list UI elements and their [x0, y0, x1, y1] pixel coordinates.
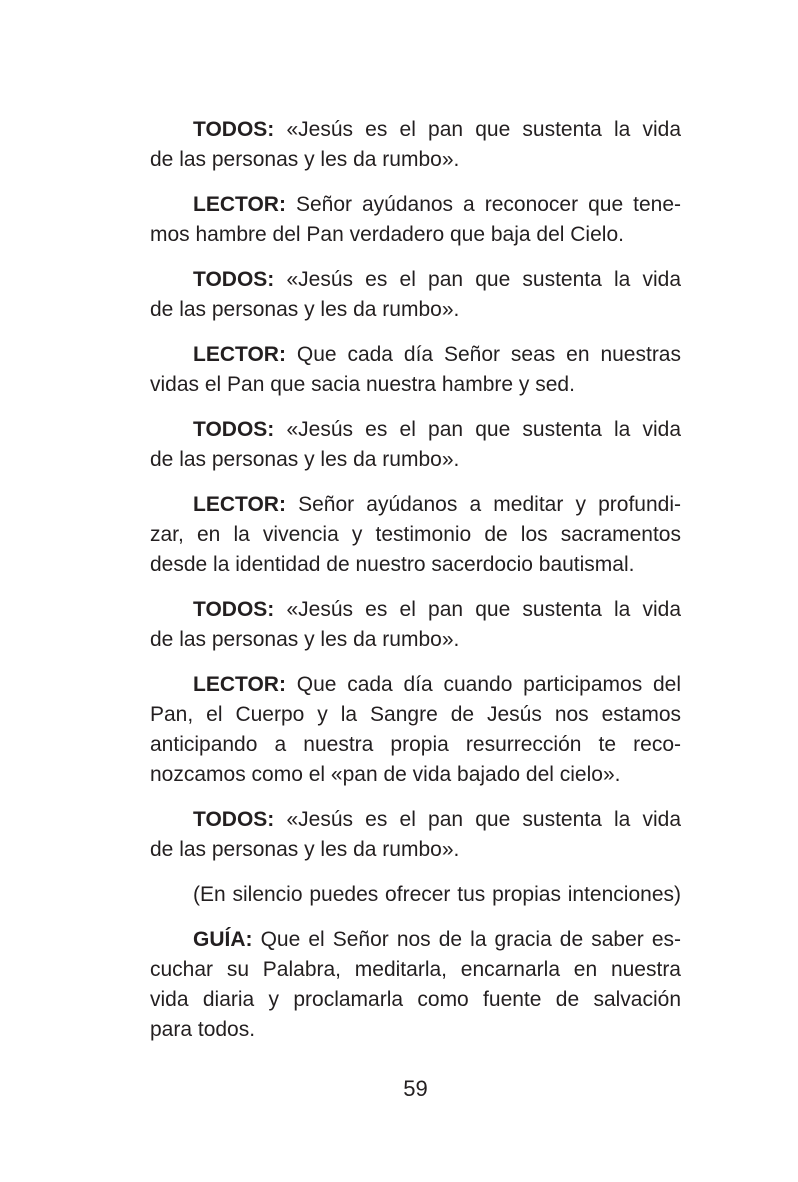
line-text: «Jesús es el pan que sustenta la vida [286, 808, 681, 831]
paragraph [150, 190, 681, 250]
paragraph [150, 340, 681, 400]
text-line [150, 670, 681, 700]
speaker-label: TODOS: [193, 808, 275, 831]
text-line [150, 490, 681, 520]
speaker-label: LECTOR: [193, 343, 286, 366]
text-line: de las personas y les da rumbo». [150, 628, 460, 651]
text-line [150, 805, 681, 835]
paragraph [150, 595, 681, 655]
line-text: «Jesús es el pan que sustenta la vida [286, 418, 681, 441]
paragraph [150, 115, 681, 175]
speaker-label: TODOS: [193, 598, 275, 621]
text-block [150, 115, 681, 1060]
text-line: nozcamos como el «pan de vida bajado del cielo». [150, 763, 621, 786]
text-line [150, 415, 681, 445]
speaker-label: LECTOR: [193, 673, 286, 696]
line-text: «Jesús es el pan que sustenta la vida [286, 598, 681, 621]
text-line: vida diaria y proclamarla como fuente de salvación [150, 988, 681, 1011]
speaker-label: LECTOR: [193, 193, 286, 216]
text-line: desde la identidad de nuestro sacerdocio bautismal. [150, 553, 635, 576]
text-line: zar, en la vivencia y testimonio de los sacramentos [150, 523, 681, 546]
text-line: de las personas y les da rumbo». [150, 838, 460, 861]
line-text: «Jesús es el pan que sustenta la vida [286, 268, 681, 291]
text-line [150, 190, 681, 220]
text-line: mos hambre del Pan verdadero que baja del Cielo. [150, 223, 624, 246]
text-line: para todos. [150, 1018, 256, 1041]
paragraph [150, 670, 681, 790]
text-line [150, 925, 681, 955]
paragraph [150, 880, 681, 910]
speaker-label: LECTOR: [193, 493, 286, 516]
text-line: anticipando a nuestra propia resurrección te reco- [150, 733, 681, 756]
paragraph [150, 925, 681, 1045]
text-line: (En silencio puedes ofrecer tus propias intenciones) [193, 883, 681, 906]
page-number: 59 [403, 1076, 428, 1101]
line-text: Que cada día cuando participamos del [296, 673, 681, 696]
line-text: Que el Señor nos de la gracia de saber es- [260, 928, 681, 951]
speaker-label: GUÍA: [193, 928, 253, 951]
text-line [150, 340, 681, 370]
paragraph [150, 415, 681, 475]
text-line: de las personas y les da rumbo». [150, 298, 460, 321]
speaker-label: TODOS: [193, 118, 275, 141]
speaker-label: TODOS: [193, 268, 275, 291]
text-line [150, 115, 681, 145]
line-text: Que cada día Señor seas en nuestras [296, 343, 681, 366]
text-line: de las personas y les da rumbo». [150, 148, 460, 171]
text-line: cuchar su Palabra, meditarla, encarnarla en nuestra [150, 958, 681, 981]
text-line [150, 265, 681, 295]
text-line [150, 595, 681, 625]
text-line: de las personas y les da rumbo». [150, 448, 460, 471]
text-line: vidas el Pan que sacia nuestra hambre y sed. [150, 373, 575, 396]
line-text: Señor ayúdanos a meditar y profundi- [298, 493, 681, 516]
paragraph [150, 490, 681, 580]
line-text: «Jesús es el pan que sustenta la vida [286, 118, 681, 141]
paragraph [150, 805, 681, 865]
paragraph [150, 265, 681, 325]
speaker-label: TODOS: [193, 418, 275, 441]
text-line: Pan, el Cuerpo y la Sangre de Jesús nos estamos [150, 703, 681, 726]
line-text: Señor ayúdanos a reconocer que tene- [295, 193, 681, 216]
